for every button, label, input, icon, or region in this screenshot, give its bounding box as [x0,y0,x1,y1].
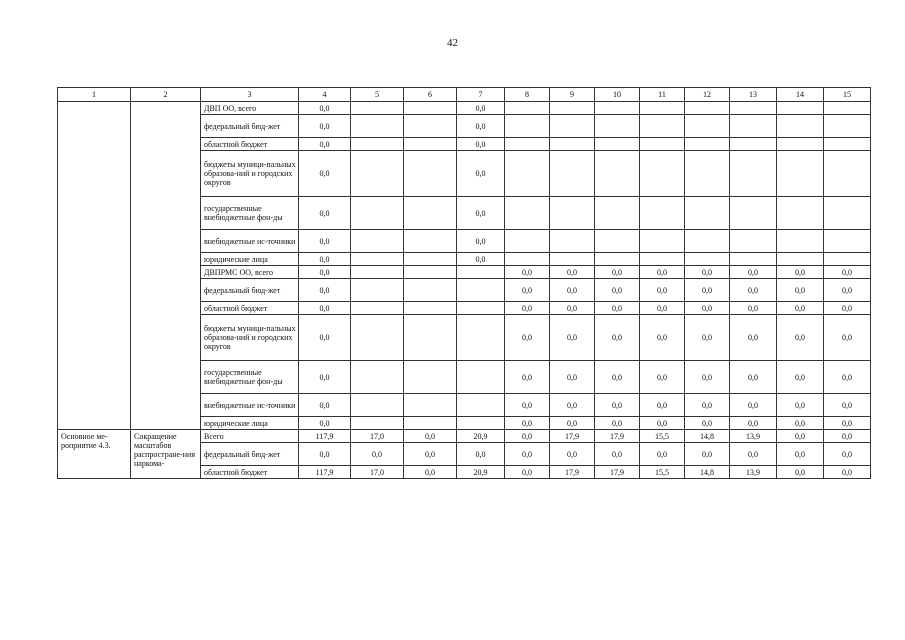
value-cell: 0,0 [505,417,550,430]
funding-source-label: внебюджетные ис-точники [201,394,299,417]
value-cell: 0,0 [824,302,871,315]
value-cell [685,230,730,253]
value-cell: 0,0 [550,266,595,279]
value-cell: 0,0 [595,266,640,279]
value-cell: 117,9 [299,430,351,443]
value-cell: 13,9 [730,430,777,443]
value-cell [640,138,685,151]
value-cell: 0,0 [685,315,730,361]
value-cell [404,253,457,266]
value-cell [685,253,730,266]
value-cell [404,361,457,394]
value-cell: 0,0 [299,266,351,279]
column-header: 10 [595,88,640,102]
value-cell: 0,0 [640,266,685,279]
value-cell: 0,0 [457,102,505,115]
value-cell [351,417,404,430]
value-cell: 0,0 [777,394,824,417]
value-cell [457,361,505,394]
value-cell [457,266,505,279]
value-cell [824,115,871,138]
value-cell: 0,0 [824,266,871,279]
value-cell [404,266,457,279]
value-cell [404,279,457,302]
value-cell [595,115,640,138]
value-cell: 0,0 [640,315,685,361]
value-cell [685,197,730,230]
value-cell [730,138,777,151]
value-cell: 0,0 [550,315,595,361]
value-cell [595,197,640,230]
value-cell [595,138,640,151]
value-cell [730,197,777,230]
value-cell: 0,0 [299,417,351,430]
value-cell: 0,0 [505,315,550,361]
value-cell: 0,0 [824,394,871,417]
value-cell: 117,9 [299,466,351,479]
value-cell: 0,0 [595,279,640,302]
value-cell [685,138,730,151]
value-cell: 0,0 [299,102,351,115]
value-cell: 0,0 [640,302,685,315]
value-cell [505,115,550,138]
value-cell: 0,0 [640,279,685,302]
value-cell [730,151,777,197]
value-cell [777,115,824,138]
value-cell [685,115,730,138]
value-cell: 0,0 [505,394,550,417]
column-header: 12 [685,88,730,102]
value-cell: 0,0 [404,443,457,466]
value-cell: 0,0 [730,361,777,394]
value-cell: 0,0 [777,443,824,466]
value-cell: 0,0 [550,279,595,302]
value-cell [777,197,824,230]
value-cell: 0,0 [505,361,550,394]
value-cell: 0,0 [457,230,505,253]
column-header: 5 [351,88,404,102]
value-cell: 0,0 [299,315,351,361]
value-cell [595,102,640,115]
blank-cell [58,102,131,430]
budget-table [57,87,871,479]
value-cell: 15,5 [640,430,685,443]
value-cell: 0,0 [505,266,550,279]
value-cell: 0,0 [595,417,640,430]
value-cell [351,361,404,394]
funding-source-label: ДВПРМС ОО, всего [201,266,299,279]
value-cell [777,151,824,197]
value-cell: 0,0 [685,279,730,302]
value-cell [824,230,871,253]
value-cell: 0,0 [595,315,640,361]
value-cell: 17,0 [351,430,404,443]
value-cell: 0,0 [640,394,685,417]
value-cell [550,102,595,115]
value-cell: 0,0 [824,361,871,394]
column-header: 15 [824,88,871,102]
value-cell: 0,0 [685,417,730,430]
value-cell [550,230,595,253]
value-cell: 0,0 [824,443,871,466]
value-cell: 0,0 [404,430,457,443]
value-cell [404,394,457,417]
value-cell [777,253,824,266]
value-cell: 0,0 [685,443,730,466]
value-cell: 0,0 [505,279,550,302]
value-cell: 0,0 [457,151,505,197]
value-cell [404,302,457,315]
funding-source-label: ДВП ОО, всего [201,102,299,115]
funding-source-label: внебюджетные ис-точники [201,230,299,253]
table-body [58,88,871,479]
value-cell: 0,0 [824,466,871,479]
value-cell [351,230,404,253]
value-cell: 0,0 [457,253,505,266]
blank-cell [131,102,201,430]
value-cell: 15,5 [640,466,685,479]
column-header: 6 [404,88,457,102]
value-cell [404,197,457,230]
value-cell [404,151,457,197]
value-cell: 0,0 [299,361,351,394]
value-cell: 0,0 [299,394,351,417]
value-cell [404,315,457,361]
column-header: 13 [730,88,777,102]
header-row [58,88,871,102]
value-cell [351,302,404,315]
value-cell: 14,8 [685,466,730,479]
value-cell: 0,0 [299,138,351,151]
value-cell [351,315,404,361]
value-cell [351,197,404,230]
value-cell: 0,0 [730,417,777,430]
value-cell [550,138,595,151]
column-header: 11 [640,88,685,102]
funding-source-label: государственные внебюджетные фон-ды [201,361,299,394]
funding-source-label: бюджеты муници-пальных образова-ний и городских округов [201,151,299,197]
value-cell: 0,0 [299,151,351,197]
value-cell [595,253,640,266]
value-cell: 0,0 [299,230,351,253]
funding-source-label: юридические лица [201,417,299,430]
funding-source-label: федеральный бюд-жет [201,443,299,466]
funding-source-label: областной бюджет [201,138,299,151]
value-cell: 0,0 [550,302,595,315]
value-cell: 0,0 [595,302,640,315]
value-cell [730,115,777,138]
value-cell: 0,0 [730,279,777,302]
value-cell [824,138,871,151]
value-cell: 0,0 [824,279,871,302]
value-cell [457,279,505,302]
value-cell: 0,0 [730,394,777,417]
value-cell: 0,0 [299,302,351,315]
value-cell: 0,0 [685,302,730,315]
funding-source-label: государственные внебюджетные фон-ды [201,197,299,230]
value-cell [640,115,685,138]
funding-source-label: областной бюджет [201,466,299,479]
value-cell: 0,0 [685,394,730,417]
value-cell: 0,0 [777,417,824,430]
value-cell [640,197,685,230]
column-header: 14 [777,88,824,102]
value-cell [640,102,685,115]
value-cell: 17,0 [351,466,404,479]
value-cell: 0,0 [351,443,404,466]
value-cell [457,394,505,417]
value-cell: 17,9 [595,466,640,479]
value-cell [640,151,685,197]
value-cell [640,253,685,266]
value-cell: 0,0 [299,253,351,266]
value-cell: 0,0 [730,315,777,361]
value-cell [351,279,404,302]
value-cell [505,151,550,197]
value-cell [457,417,505,430]
value-cell [685,102,730,115]
table-row [58,430,871,443]
column-header: 4 [299,88,351,102]
value-cell: 0,0 [505,302,550,315]
value-cell: 20,9 [457,430,505,443]
value-cell: 0,0 [777,279,824,302]
value-cell: 0,0 [640,443,685,466]
value-cell: 0,0 [777,302,824,315]
value-cell: 0,0 [505,430,550,443]
value-cell [595,230,640,253]
value-cell [404,115,457,138]
value-cell [351,115,404,138]
value-cell [351,266,404,279]
value-cell [824,253,871,266]
value-cell [351,394,404,417]
column-header: 9 [550,88,595,102]
value-cell: 0,0 [777,430,824,443]
value-cell [404,230,457,253]
value-cell: 0,0 [777,466,824,479]
activity-name: Основное ме-роприятие 4.3. [58,430,131,479]
value-cell: 0,0 [457,197,505,230]
value-cell [550,197,595,230]
value-cell: 14,8 [685,430,730,443]
value-cell: 17,9 [595,430,640,443]
value-cell: 0,0 [299,115,351,138]
value-cell: 0,0 [404,466,457,479]
value-cell [505,230,550,253]
value-cell: 0,0 [505,466,550,479]
value-cell: 0,0 [640,361,685,394]
value-cell [824,102,871,115]
value-cell: 0,0 [777,315,824,361]
value-cell [404,417,457,430]
value-cell [730,230,777,253]
value-cell [404,138,457,151]
value-cell: 0,0 [299,279,351,302]
value-cell [505,102,550,115]
value-cell: 0,0 [550,361,595,394]
value-cell [505,197,550,230]
value-cell: 0,0 [457,138,505,151]
value-cell: 13,9 [730,466,777,479]
value-cell: 0,0 [685,266,730,279]
value-cell [685,151,730,197]
funding-source-label: юридические лица [201,253,299,266]
value-cell [550,151,595,197]
value-cell [351,151,404,197]
value-cell [457,315,505,361]
value-cell: 0,0 [299,443,351,466]
value-cell: 0,0 [824,430,871,443]
funding-source-label: бюджеты муници-пальных образова-ний и городских округов [201,315,299,361]
funding-source-label: федеральный бюд-жет [201,115,299,138]
value-cell [824,197,871,230]
value-cell [550,253,595,266]
value-cell: 0,0 [824,315,871,361]
value-cell [595,151,640,197]
funding-source-label: областной бюджет [201,302,299,315]
activity-description: Сокращение масштабов распростране-ния наркома- [131,430,201,479]
value-cell: 0,0 [595,361,640,394]
value-cell [457,302,505,315]
value-cell: 0,0 [550,443,595,466]
value-cell: 0,0 [550,394,595,417]
value-cell: 0,0 [595,443,640,466]
value-cell: 0,0 [730,443,777,466]
value-cell [824,151,871,197]
value-cell: 0,0 [730,266,777,279]
value-cell: 17,9 [550,466,595,479]
value-cell: 17,9 [550,430,595,443]
value-cell [505,138,550,151]
value-cell: 0,0 [685,361,730,394]
funding-source-label: Всего [201,430,299,443]
column-header: 3 [201,88,299,102]
funding-source-label: федеральный бюд-жет [201,279,299,302]
column-header: 7 [457,88,505,102]
value-cell: 20,9 [457,466,505,479]
value-cell [730,102,777,115]
value-cell [777,138,824,151]
value-cell: 0,0 [777,266,824,279]
value-cell [505,253,550,266]
value-cell: 0,0 [824,417,871,430]
column-header: 2 [131,88,201,102]
value-cell [351,102,404,115]
value-cell: 0,0 [457,115,505,138]
value-cell [777,102,824,115]
value-cell [404,102,457,115]
value-cell [351,253,404,266]
value-cell: 0,0 [730,302,777,315]
page-number: 42 [447,37,458,49]
value-cell [730,253,777,266]
value-cell: 0,0 [299,197,351,230]
column-header: 8 [505,88,550,102]
value-cell: 0,0 [595,394,640,417]
table-row [58,102,871,115]
value-cell: 0,0 [640,417,685,430]
value-cell [351,138,404,151]
value-cell: 0,0 [550,417,595,430]
value-cell: 0,0 [777,361,824,394]
value-cell [640,230,685,253]
column-header: 1 [58,88,131,102]
value-cell: 0,0 [457,443,505,466]
value-cell: 0,0 [505,443,550,466]
value-cell [777,230,824,253]
value-cell [550,115,595,138]
